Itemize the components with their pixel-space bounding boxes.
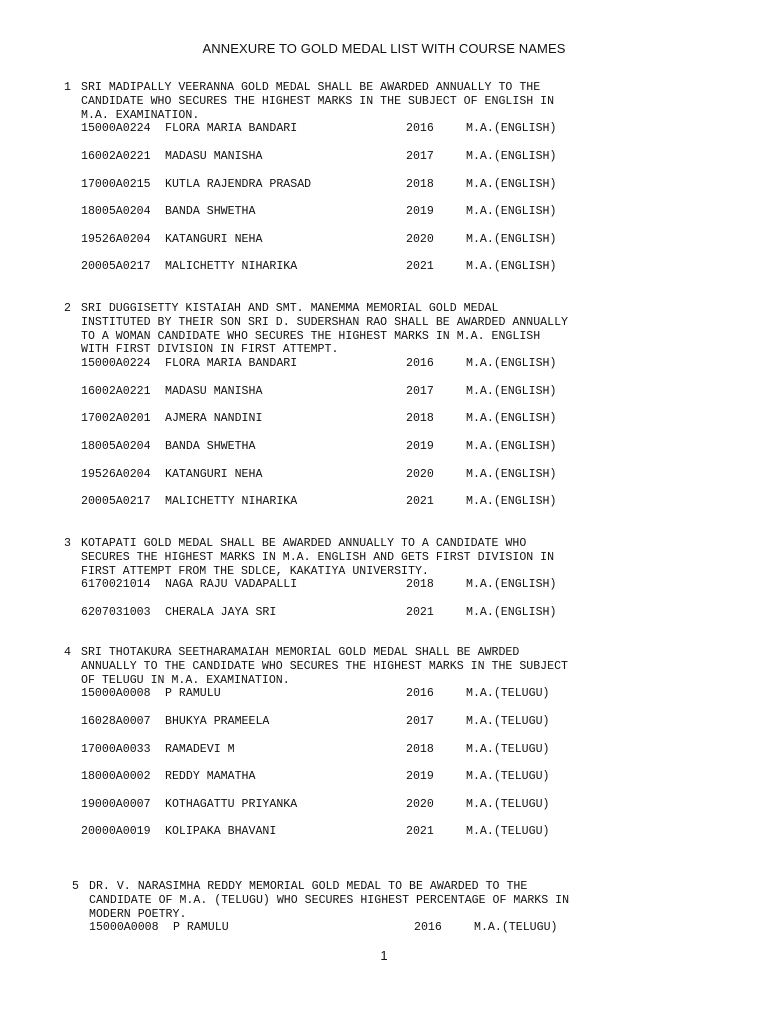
roll-number: 16002A0221 xyxy=(81,384,151,398)
recipient-name: AJMERA NANDINI xyxy=(165,412,263,426)
recipient-name: MALICHETTY NIHARIKA xyxy=(165,260,298,274)
course-name: M.A.(ENGLISH) xyxy=(466,149,557,163)
recipient-name: FLORA MARIA BANDARI xyxy=(165,122,298,136)
gold-medal-section xyxy=(72,880,569,935)
roll-number: 20005A0217 xyxy=(81,495,151,509)
description-line: CANDIDATE WHO SECURES THE HIGHEST MARKS IN THE SUBJECT OF ENGLISH IN xyxy=(81,94,555,108)
course-name: M.A.(ENGLISH) xyxy=(466,495,557,509)
award-year: 2020 xyxy=(406,797,434,811)
recipient-name: KATANGURI NEHA xyxy=(165,467,263,481)
award-year: 2018 xyxy=(406,578,434,592)
award-year: 2020 xyxy=(406,232,434,246)
course-name: M.A.(ENGLISH) xyxy=(466,122,557,136)
award-year: 2019 xyxy=(406,770,434,784)
roll-number: 18000A0002 xyxy=(81,770,151,784)
roll-number: 15000A0224 xyxy=(81,122,151,136)
recipient-list xyxy=(64,122,557,274)
description-line: KOTAPATI GOLD MEDAL SHALL BE AWARDED ANNUALLY TO A CANDIDATE WHO xyxy=(81,537,527,550)
page-title: ANNEXURE TO GOLD MEDAL LIST WITH COURSE NAMES xyxy=(202,41,566,56)
course-name: M.A.(ENGLISH) xyxy=(466,439,557,453)
description-line: ANNUALLY TO THE CANDIDATE WHO SECURES THE HIGHEST MARKS IN THE SUBJECT xyxy=(81,659,569,673)
course-name: M.A.(TELUGU) xyxy=(466,714,550,728)
description-line: OF TELUGU IN M.A. EXAMINATION. xyxy=(81,673,290,687)
recipient-name: BHUKYA PRAMEELA xyxy=(165,714,270,728)
award-year: 2018 xyxy=(406,742,434,756)
course-name: M.A.(ENGLISH) xyxy=(466,467,557,481)
description-line: SRI THOTAKURA SEETHARAMAIAH MEMORIAL GOLD MEDAL SHALL BE AWRDED xyxy=(81,646,520,659)
roll-number: 19526A0204 xyxy=(81,232,151,246)
recipient-row xyxy=(64,715,568,729)
recipient-name: MADASU MANISHA xyxy=(165,149,263,163)
roll-number: 16002A0221 xyxy=(81,149,151,163)
course-name: M.A.(ENGLISH) xyxy=(466,605,557,619)
gold-medal-section xyxy=(64,537,557,620)
recipient-row xyxy=(64,495,568,509)
recipient-row xyxy=(64,232,557,247)
course-name: M.A.(TELUGU) xyxy=(466,742,550,756)
gold-medal-section xyxy=(64,81,557,274)
recipient-row xyxy=(64,798,568,812)
section-number: 1 xyxy=(64,81,71,94)
description-line: SRI DUGGISETTY KISTAIAH AND SMT. MANEMMA MEMORIAL GOLD MEDAL xyxy=(81,302,499,315)
recipient-row xyxy=(64,578,557,592)
award-year: 2016 xyxy=(406,357,434,371)
recipient-row xyxy=(64,122,557,136)
course-name: M.A.(ENGLISH) xyxy=(466,357,557,371)
recipient-name: MALICHETTY NIHARIKA xyxy=(165,495,298,509)
recipient-name: NAGA RAJU VADAPALLI xyxy=(165,578,298,592)
recipient-row xyxy=(64,385,568,399)
course-name: M.A.(TELUGU) xyxy=(466,770,550,784)
course-name: M.A.(TELUGU) xyxy=(466,687,550,701)
recipient-name: KOLIPAKA BHAVANI xyxy=(165,825,277,839)
gold-medal-section xyxy=(64,302,568,509)
page-number: 1 xyxy=(380,948,388,963)
award-year: 2021 xyxy=(406,495,434,509)
recipient-row xyxy=(64,468,568,482)
roll-number: 20000A0019 xyxy=(81,825,151,839)
roll-number: 16028A0007 xyxy=(81,714,151,728)
description-line: FIRST ATTEMPT FROM THE SDLCE, KAKATIYA UNIVERSITY. xyxy=(81,564,429,578)
award-year: 2016 xyxy=(406,122,434,136)
roll-number: 18005A0204 xyxy=(81,439,151,453)
award-year: 2016 xyxy=(414,921,442,935)
description-line: TO A WOMAN CANDIDATE WHO SECURES THE HIGHEST MARKS IN M.A. ENGLISH xyxy=(81,329,541,343)
section-number: 2 xyxy=(64,302,71,315)
medal-description xyxy=(64,302,568,357)
course-name: M.A.(ENGLISH) xyxy=(466,260,557,274)
recipient-row xyxy=(64,440,568,454)
recipient-name: BANDA SHWETHA xyxy=(165,205,256,219)
medal-description xyxy=(72,880,569,921)
roll-number: 18005A0204 xyxy=(81,205,151,219)
description-line: SRI MADIPALLY VEERANNA GOLD MEDAL SHALL BE AWARDED ANNUALLY TO THE xyxy=(81,81,541,94)
course-name: M.A.(ENGLISH) xyxy=(466,384,557,398)
recipient-name: CHERALA JAYA SRI xyxy=(165,605,277,619)
recipient-list xyxy=(72,921,569,935)
description-line: SECURES THE HIGHEST MARKS IN M.A. ENGLISH AND GETS FIRST DIVISION IN xyxy=(81,550,555,564)
award-year: 2017 xyxy=(406,384,434,398)
recipient-name: RAMADEVI M xyxy=(165,742,235,756)
course-name: M.A.(ENGLISH) xyxy=(466,177,557,191)
award-year: 2019 xyxy=(406,205,434,219)
award-year: 2018 xyxy=(406,412,434,426)
recipient-name: KATANGURI NEHA xyxy=(165,232,263,246)
award-year: 2020 xyxy=(406,467,434,481)
recipient-row xyxy=(64,205,557,219)
recipient-name: MADASU MANISHA xyxy=(165,384,263,398)
medal-description xyxy=(64,81,554,122)
roll-number: 19526A0204 xyxy=(81,467,151,481)
award-year: 2021 xyxy=(406,260,434,274)
section-number: 5 xyxy=(72,880,79,893)
recipient-row xyxy=(64,825,568,839)
recipient-name: P RAMULU xyxy=(173,921,229,935)
recipient-row xyxy=(72,921,569,935)
recipient-row xyxy=(64,605,557,620)
award-year: 2016 xyxy=(406,687,434,701)
recipient-name: KUTLA RAJENDRA PRASAD xyxy=(165,177,312,191)
section-number: 3 xyxy=(64,537,71,550)
recipient-row xyxy=(64,149,557,164)
recipient-list xyxy=(64,687,568,839)
award-year: 2021 xyxy=(406,825,434,839)
recipient-list xyxy=(64,357,568,509)
recipient-name: P RAMULU xyxy=(165,687,221,701)
recipient-row xyxy=(64,687,568,701)
description-line: DR. V. NARASIMHA REDDY MEMORIAL GOLD MEDAL TO BE AWARDED TO THE xyxy=(89,880,528,893)
description-line: CANDIDATE OF M.A. (TELUGU) WHO SECURES HIGHEST PERCENTAGE OF MARKS IN xyxy=(89,893,570,907)
description-line: M.A. EXAMINATION. xyxy=(81,108,200,122)
roll-number: 17000A0033 xyxy=(81,742,151,756)
course-name: M.A.(ENGLISH) xyxy=(466,412,557,426)
roll-number: 6170021014 xyxy=(81,578,151,592)
recipient-row xyxy=(64,260,557,274)
roll-number: 15000A0008 xyxy=(89,921,159,935)
recipient-row xyxy=(64,743,568,757)
description-line: INSTITUTED BY THEIR SON SRI D. SUDERSHAN RAO SHALL BE AWARDED ANNUALLY xyxy=(81,315,569,329)
course-name: M.A.(TELUGU) xyxy=(474,921,558,935)
section-number: 4 xyxy=(64,646,71,659)
recipient-list xyxy=(64,578,557,619)
gold-medal-section xyxy=(64,646,568,839)
award-year: 2021 xyxy=(406,605,434,619)
recipient-name: BANDA SHWETHA xyxy=(165,439,256,453)
roll-number: 19000A0007 xyxy=(81,797,151,811)
recipient-name: FLORA MARIA BANDARI xyxy=(165,357,298,371)
description-line: WITH FIRST DIVISION IN FIRST ATTEMPT. xyxy=(81,343,339,357)
course-name: M.A.(ENGLISH) xyxy=(466,578,557,592)
course-name: M.A.(TELUGU) xyxy=(466,797,550,811)
course-name: M.A.(TELUGU) xyxy=(466,825,550,839)
medal-description xyxy=(64,537,554,578)
recipient-name: KOTHAGATTU PRIYANKA xyxy=(165,797,298,811)
roll-number: 20005A0217 xyxy=(81,260,151,274)
recipient-name: REDDY MAMATHA xyxy=(165,770,256,784)
recipient-row xyxy=(64,770,568,784)
course-name: M.A.(ENGLISH) xyxy=(466,205,557,219)
description-line: MODERN POETRY. xyxy=(89,907,187,921)
recipient-row xyxy=(64,177,557,192)
roll-number: 17000A0215 xyxy=(81,177,151,191)
course-name: M.A.(ENGLISH) xyxy=(466,232,557,246)
award-year: 2018 xyxy=(406,177,434,191)
recipient-row xyxy=(64,412,568,426)
roll-number: 15000A0224 xyxy=(81,357,151,371)
medal-description xyxy=(64,646,568,687)
roll-number: 15000A0008 xyxy=(81,687,151,701)
award-year: 2017 xyxy=(406,149,434,163)
award-year: 2017 xyxy=(406,714,434,728)
roll-number: 6207031003 xyxy=(81,605,151,619)
recipient-row xyxy=(64,357,568,371)
roll-number: 17002A0201 xyxy=(81,412,151,426)
award-year: 2019 xyxy=(406,439,434,453)
